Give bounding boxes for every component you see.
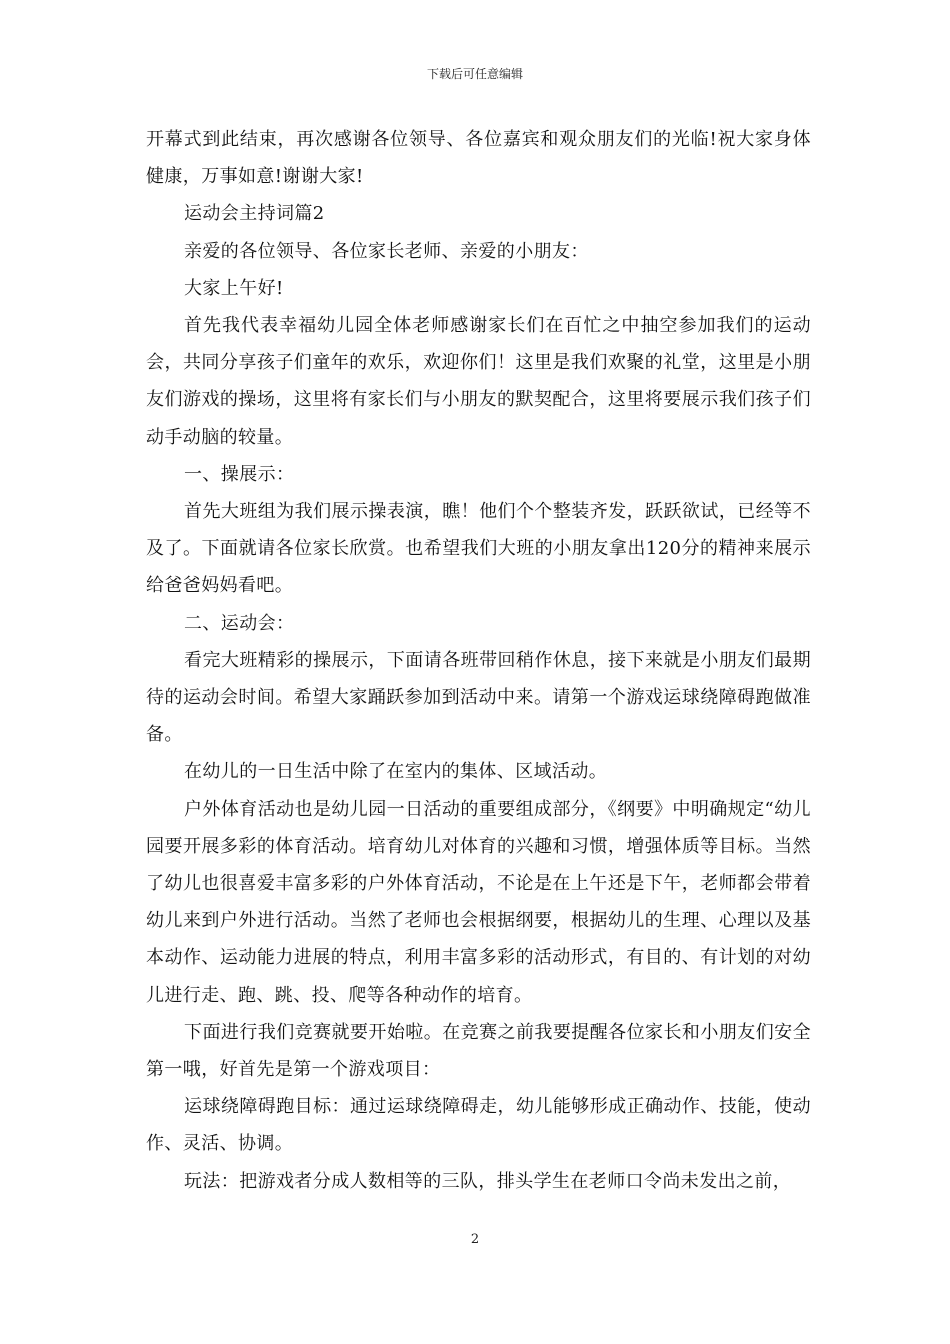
paragraph-competition-start: 下面进行我们竞赛就要开始啦。在竞赛之前我要提醒各位家长和小朋友们安全第一哦，好首先是第一个游戏项目：	[146, 1021, 811, 1081]
page-header: 下载后可任意编辑	[426, 67, 523, 81]
paragraph-daily-life: 在幼儿的一日生活中除了在室内的集体、区域活动。	[184, 761, 608, 783]
heading-exercise-show: 一、操展示：	[184, 463, 295, 485]
heading-sports-meet: 二、运动会：	[184, 612, 295, 634]
paragraph-game-goal: 运球绕障碍跑目标：通过运球绕障碍走，幼儿能够形成正确动作、技能，使动作、灵活、协调。	[146, 1096, 811, 1155]
paragraph-sports-meet: 看完大班精彩的操展示，下面请各班带回稍作休息，接下来就是小朋友们最期待的运动会时间。希望大家踊跃参加到活动中来。请第一个游戏运球绕障碍跑做准备。	[146, 649, 811, 746]
paragraph-exercise-show: 首先大班组为我们展示操表演，瞧！他们个个整装齐发，跃跃欲试，已经等不及了。下面就请各位家长欣赏。也希望我们大班的小朋友拿出120分的精神来展示给爸爸妈妈看吧。	[146, 501, 811, 597]
page-number: 2	[470, 1232, 480, 1247]
paragraph-game-rules: 玩法：把游戏者分成人数相等的三队，排头学生在老师口令尚未发出之前，	[184, 1170, 792, 1192]
document-body	[146, 121, 811, 1200]
greeting-morning: 大家上午好!	[184, 277, 284, 299]
paragraph-closing: 开幕式到此结束，再次感谢各位领导、各位嘉宾和观众朋友们的光临!祝大家身体健康，万事如意!谢谢大家!	[146, 129, 811, 188]
greeting-line: 亲爱的各位领导、各位家长老师、亲爱的小朋友：	[184, 240, 589, 262]
section-title: 运动会主持词篇2	[184, 203, 325, 225]
paragraph-outdoor-activity: 户外体育活动也是幼儿园一日活动的重要组成部分，《纲要》中明确规定“幼儿园要开展多彩的体育活动。培育幼儿对体育的兴趣和习惯，增强体质等目标。当然了幼儿也很喜爱丰富多彩的户外体育活动，不论是在上午还是下午，老师都会带着幼儿来到户外进行活动。当然了老师也会根据纲要，根据幼儿的生理、心理以及基本动作、运动能力进展的特点，利用丰富多彩的活动形式，有目的、有计划的对幼儿进行走、跑、跳、投、爬等各种动作的培育。	[146, 798, 811, 1006]
paragraph-welcome: 首先我代表幸福幼儿园全体老师感谢家长们在百忙之中抽空参加我们的运动会，共同分享孩子们童年的欢乐，欢迎你们！这里是我们欢聚的礼堂，这里是小朋友们游戏的操场，这里将有家长们与小朋友的默契配合，这里将要展示我们孩子们动手动脑的较量。	[146, 315, 811, 448]
